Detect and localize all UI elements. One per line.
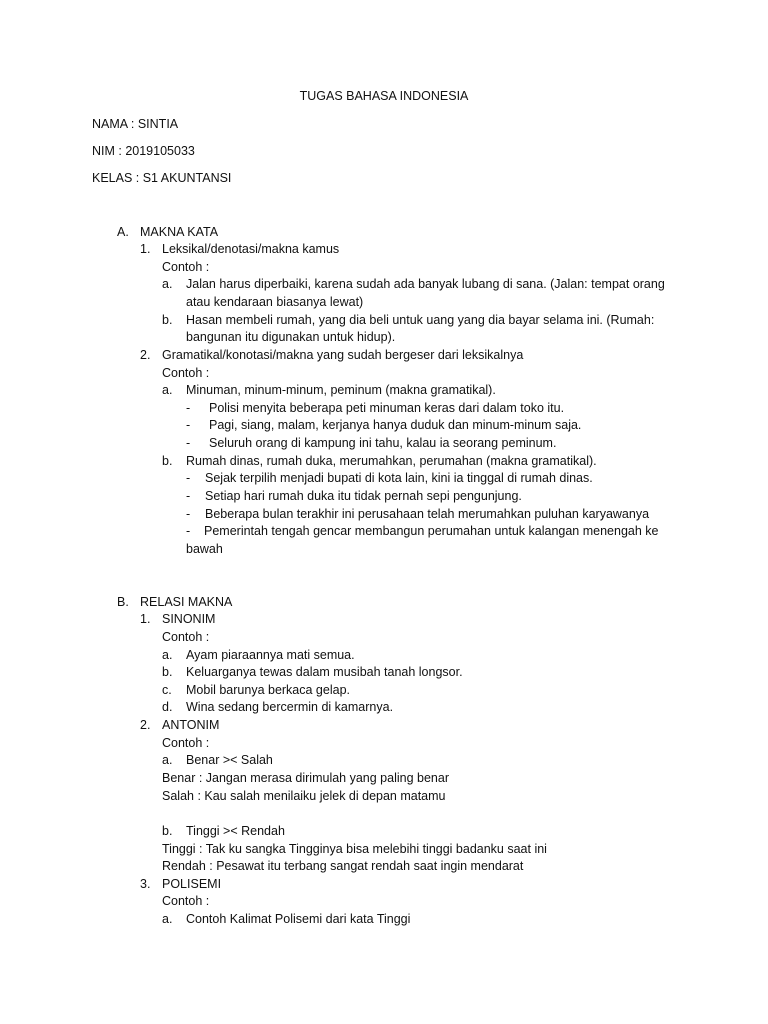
- a2-b-text: Rumah dinas, rumah duka, merumahkan, perumahan (makna gramatikal).: [186, 454, 597, 468]
- a1-a-line2: atau kendaraan biasanya lewat): [186, 295, 364, 309]
- b2-b-marker: b.: [162, 824, 173, 838]
- b1-item-text: Keluarganya tewas dalam musibah tanah longsor.: [186, 665, 463, 679]
- a2-b-bullet: Beberapa bulan terakhir ini perusahaan telah merumahkan puluhan karyawanya: [205, 507, 650, 521]
- a2-b-bullet: Setiap hari rumah duka itu tidak pernah sepi pengunjung.: [205, 489, 522, 503]
- a2-a-bullet: Seluruh orang di kampung ini tahu, kalau ia seorang peminum.: [209, 436, 557, 450]
- a2-b-bullet: Sejak terpilih menjadi bupati di kota lain, kini ia tinggal di rumah dinas.: [205, 471, 593, 485]
- a2-b-marker: b.: [162, 454, 173, 468]
- b3-marker: 3.: [140, 877, 151, 891]
- b2-a-line2: Salah : Kau salah menilaiku jelek di depan matamu: [162, 789, 446, 803]
- section-a-marker: A.: [117, 225, 129, 239]
- section-b-heading: RELASI MAKNA: [140, 595, 233, 609]
- b2-label: ANTONIM: [162, 718, 220, 732]
- a1-b-line1: Hasan membeli rumah, yang dia beli untuk uang yang dia bayar selama ini. (Rumah:: [186, 313, 655, 327]
- b1-item-marker: b.: [162, 665, 173, 679]
- a1-contoh: Contoh :: [162, 260, 210, 274]
- b3-a-marker: a.: [162, 912, 173, 926]
- student-class: KELAS : S1 AKUNTANSI: [92, 171, 232, 185]
- b1-item-text: Mobil barunya berkaca gelap.: [186, 683, 350, 697]
- a2-b-bullet: Pemerintah tengah gencar membangun perumahan untuk kalangan menengah ke: [204, 524, 659, 538]
- student-name: NAMA : SINTIA: [92, 117, 179, 131]
- b1-item-marker: a.: [162, 648, 173, 662]
- b1-item-text: Ayam piaraannya mati semua.: [186, 648, 355, 662]
- student-nim: NIM : 2019105033: [92, 144, 195, 158]
- a2-label: Gramatikal/konotasi/makna yang sudah bergeser dari leksikalnya: [162, 348, 524, 362]
- b1-contoh: Contoh :: [162, 630, 210, 644]
- a2-a-bullet: Pagi, siang, malam, kerjanya hanya duduk dan minum-minum saja.: [209, 418, 582, 432]
- list-dash: -: [186, 507, 191, 521]
- a2-a-text: Minuman, minum-minum, peminum (makna gramatikal).: [186, 383, 496, 397]
- list-dash: -: [186, 436, 191, 450]
- b1-item-text: Wina sedang bercermin di kamarnya.: [186, 700, 394, 714]
- b1-marker: 1.: [140, 612, 151, 626]
- a2-b-bullet-cont: bawah: [186, 542, 223, 556]
- list-dash: -: [186, 489, 191, 503]
- a2-marker: 2.: [140, 348, 151, 362]
- b2-b-text: Tinggi >< Rendah: [186, 824, 285, 838]
- b3-a-text: Contoh Kalimat Polisemi dari kata Tinggi: [186, 912, 411, 926]
- a2-a-marker: a.: [162, 383, 173, 397]
- a1-a-marker: a.: [162, 277, 173, 291]
- list-dash: -: [186, 418, 191, 432]
- b3-label: POLISEMI: [162, 877, 222, 891]
- list-dash: -: [186, 471, 191, 485]
- a1-b-marker: b.: [162, 313, 173, 327]
- b1-item-marker: d.: [162, 700, 173, 714]
- b1-label: SINONIM: [162, 612, 216, 626]
- b2-a-line1: Benar : Jangan merasa dirimulah yang paling benar: [162, 771, 449, 785]
- document-title: TUGAS BAHASA INDONESIA: [299, 89, 469, 103]
- b3-contoh: Contoh :: [162, 894, 210, 908]
- b2-b-line1: Tinggi : Tak ku sangka Tingginya bisa melebihi tinggi badanku saat ini: [162, 842, 547, 856]
- a1-a-line1: Jalan harus diperbaiki, karena sudah ada banyak lubang di sana. (Jalan: tempat orang: [186, 277, 665, 291]
- section-a-heading: MAKNA KATA: [140, 225, 219, 239]
- a1-b-line2: bangunan itu digunakan untuk hidup).: [186, 330, 396, 344]
- a2-contoh: Contoh :: [162, 366, 210, 380]
- b2-a-marker: a.: [162, 753, 173, 767]
- list-dash: -: [186, 524, 191, 538]
- b2-b-line2: Rendah : Pesawat itu terbang sangat rendah saat ingin mendarat: [162, 859, 524, 873]
- a2-a-bullet: Polisi menyita beberapa peti minuman keras dari dalam toko itu.: [209, 401, 565, 415]
- a1-label: Leksikal/denotasi/makna kamus: [162, 242, 340, 256]
- list-dash: -: [186, 401, 191, 415]
- b2-contoh: Contoh :: [162, 736, 210, 750]
- b2-a-text: Benar >< Salah: [186, 753, 273, 767]
- section-b-marker: B.: [117, 595, 129, 609]
- b2-marker: 2.: [140, 718, 151, 732]
- a1-marker: 1.: [140, 242, 151, 256]
- b1-item-marker: c.: [162, 683, 172, 697]
